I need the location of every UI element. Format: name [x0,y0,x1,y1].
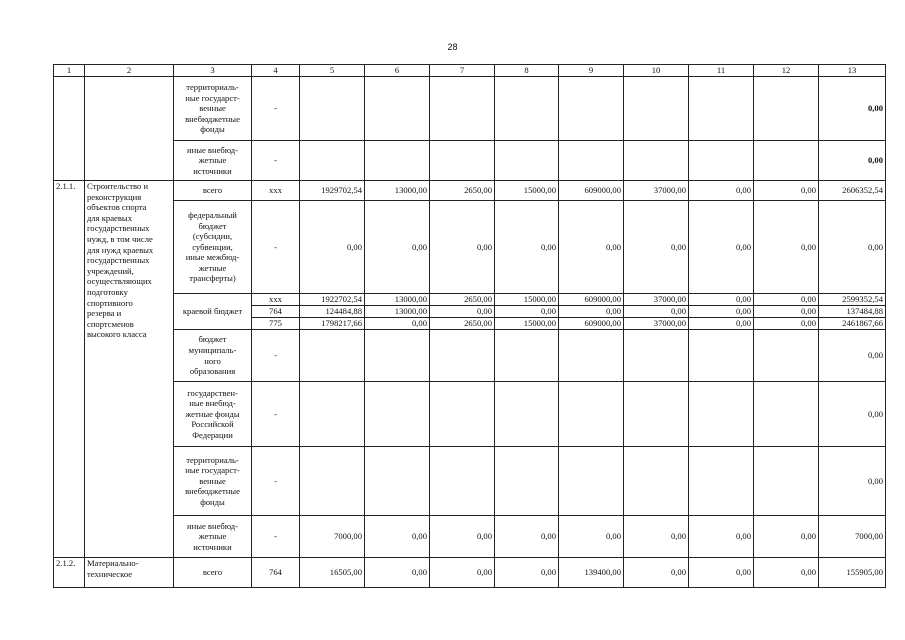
amount-cell [624,382,689,447]
funding-source: территориаль- ные государст- венные внебюджетные фонды [174,447,252,516]
item-name: Строительство и реконструкция объектов спорта для краевых государственных нужд, в том числе для нужд краевых государственных учреждений, осуществляющих подготовку спортивного резерва и спортсменов высокого класса [85,181,174,558]
amount-cell [689,141,754,181]
amount-cell: 0,00 [430,516,495,558]
column-header: 6 [365,65,430,77]
column-header: 11 [689,65,754,77]
amount-cell: 0,00 [495,558,559,588]
amount-cell [754,382,819,447]
amount-cell [495,382,559,447]
item-name: Материально- техническое [85,558,174,588]
amount-cell: 2650,00 [430,318,495,330]
amount-cell: 0,00 [689,181,754,201]
amount-cell: 0,00 [689,516,754,558]
total-cell: 0,00 [819,77,886,141]
total-cell: 0,00 [819,447,886,516]
table-row [54,330,886,382]
column-header: 10 [624,65,689,77]
amount-cell: 0,00 [754,558,819,588]
amount-cell: 0,00 [624,516,689,558]
funding-source: государствен- ные внебюд- жетные фонды Российской Федерации [174,382,252,447]
column-header: 5 [300,65,365,77]
amount-cell [689,77,754,141]
amount-cell [559,141,624,181]
amount-cell: 0,00 [495,201,559,294]
amount-cell [689,447,754,516]
amount-cell: 1929702,54 [300,181,365,201]
amount-cell: 0,00 [754,294,819,306]
total-cell: 0,00 [819,141,886,181]
amount-cell [430,77,495,141]
amount-cell: 0,00 [754,201,819,294]
total-cell: 2461867,66 [819,318,886,330]
total-cell: 0,00 [819,330,886,382]
amount-cell [559,447,624,516]
amount-cell [430,141,495,181]
amount-cell: 13000,00 [365,306,430,318]
amount-cell [365,141,430,181]
amount-cell: 0,00 [365,558,430,588]
funding-source: федеральный бюджет (субсидии, субвенции, иные межбюд- жетные трансферты) [174,201,252,294]
amount-cell: 1922702,54 [300,294,365,306]
kosgu-code: - [252,201,300,294]
kosgu-code: - [252,330,300,382]
funding-source: краевой бюджет [174,294,252,330]
funding-source: бюджет муниципаль- ного образования [174,330,252,382]
amount-cell: 0,00 [430,201,495,294]
amount-cell: 0,00 [430,306,495,318]
table-row [54,382,886,447]
amount-cell: 37000,00 [624,181,689,201]
amount-cell: 0,00 [689,294,754,306]
amount-cell: 1798217,66 [300,318,365,330]
amount-cell [754,330,819,382]
table-row [54,201,886,294]
amount-cell [689,330,754,382]
amount-cell [754,77,819,141]
funding-source: всего [174,558,252,588]
amount-cell: 0,00 [365,516,430,558]
kosgu-code: - [252,447,300,516]
amount-cell: 609000,00 [559,318,624,330]
amount-cell: 0,00 [559,201,624,294]
amount-cell [430,447,495,516]
funding-source: территориаль- ные государст- венные внебюджетные фонды [174,77,252,141]
amount-cell: 0,00 [754,181,819,201]
total-cell: 155905,00 [819,558,886,588]
kosgu-code: - [252,141,300,181]
column-header: 2 [85,65,174,77]
kosgu-code: xxx [252,181,300,201]
amount-cell: 13000,00 [365,181,430,201]
amount-cell [624,447,689,516]
kosgu-code: - [252,77,300,141]
amount-cell: 15000,00 [495,318,559,330]
column-header: 12 [754,65,819,77]
amount-cell [624,77,689,141]
column-header-row [54,65,886,77]
amount-cell: 609000,00 [559,181,624,201]
amount-cell [559,330,624,382]
total-cell: 2606352,54 [819,181,886,201]
amount-cell: 0,00 [624,201,689,294]
funding-source: иные внебюд- жетные источники [174,516,252,558]
column-header: 4 [252,65,300,77]
amount-cell [559,77,624,141]
kosgu-code: xxx [252,294,300,306]
table-row [54,77,886,141]
amount-cell: 0,00 [365,201,430,294]
amount-cell: 609000,00 [559,294,624,306]
amount-cell: 2650,00 [430,294,495,306]
amount-cell: 0,00 [624,558,689,588]
amount-cell: 124484,88 [300,306,365,318]
amount-cell [430,330,495,382]
kosgu-code: - [252,382,300,447]
amount-cell: 0,00 [559,306,624,318]
column-header: 9 [559,65,624,77]
table-row [54,181,886,201]
table-row [54,516,886,558]
amount-cell [689,382,754,447]
amount-cell [754,141,819,181]
funding-source: всего [174,181,252,201]
amount-cell: 0,00 [754,306,819,318]
amount-cell [430,382,495,447]
item-code: 2.1.2. [54,558,85,588]
amount-cell: 15000,00 [495,181,559,201]
amount-cell [365,382,430,447]
amount-cell [495,330,559,382]
amount-cell [495,447,559,516]
kosgu-code: 775 [252,318,300,330]
amount-cell [624,141,689,181]
amount-cell [300,447,365,516]
column-header: 13 [819,65,886,77]
amount-cell: 0,00 [495,516,559,558]
page-number: 28 [447,42,458,52]
amount-cell: 0,00 [300,201,365,294]
amount-cell: 16505,00 [300,558,365,588]
amount-cell: 13000,00 [365,294,430,306]
amount-cell [559,382,624,447]
total-cell: 137484,88 [819,306,886,318]
table-body [54,77,886,588]
amount-cell [624,330,689,382]
kosgu-code: 764 [252,306,300,318]
amount-cell: 0,00 [624,306,689,318]
budget-table [53,64,886,588]
column-header: 3 [174,65,252,77]
table-row [54,558,886,588]
amount-cell [754,447,819,516]
amount-cell: 0,00 [559,516,624,558]
amount-cell: 2650,00 [430,181,495,201]
column-header: 1 [54,65,85,77]
total-cell: 0,00 [819,382,886,447]
amount-cell: 37000,00 [624,318,689,330]
kosgu-code: - [252,516,300,558]
amount-cell [495,77,559,141]
amount-cell [365,330,430,382]
amount-cell: 7000,00 [300,516,365,558]
amount-cell: 15000,00 [495,294,559,306]
amount-cell [495,141,559,181]
amount-cell: 0,00 [689,201,754,294]
amount-cell: 0,00 [689,306,754,318]
column-header: 7 [430,65,495,77]
amount-cell [300,382,365,447]
amount-cell [365,77,430,141]
amount-cell: 0,00 [754,516,819,558]
column-header: 8 [495,65,559,77]
amount-cell: 37000,00 [624,294,689,306]
kosgu-code: 764 [252,558,300,588]
item-code [54,77,85,181]
amount-cell [300,77,365,141]
amount-cell: 0,00 [430,558,495,588]
item-code: 2.1.1. [54,181,85,558]
total-cell: 2599352,54 [819,294,886,306]
total-cell: 0,00 [819,201,886,294]
amount-cell [300,330,365,382]
amount-cell [300,141,365,181]
amount-cell: 0,00 [754,318,819,330]
funding-source: иные внебюд- жетные источники [174,141,252,181]
amount-cell: 0,00 [689,558,754,588]
total-cell: 7000,00 [819,516,886,558]
amount-cell: 0,00 [689,318,754,330]
item-name [85,77,174,181]
amount-cell: 0,00 [365,318,430,330]
table-row [54,141,886,181]
amount-cell [365,447,430,516]
amount-cell: 0,00 [495,306,559,318]
table-row [54,294,886,306]
table-row [54,447,886,516]
amount-cell: 139400,00 [559,558,624,588]
